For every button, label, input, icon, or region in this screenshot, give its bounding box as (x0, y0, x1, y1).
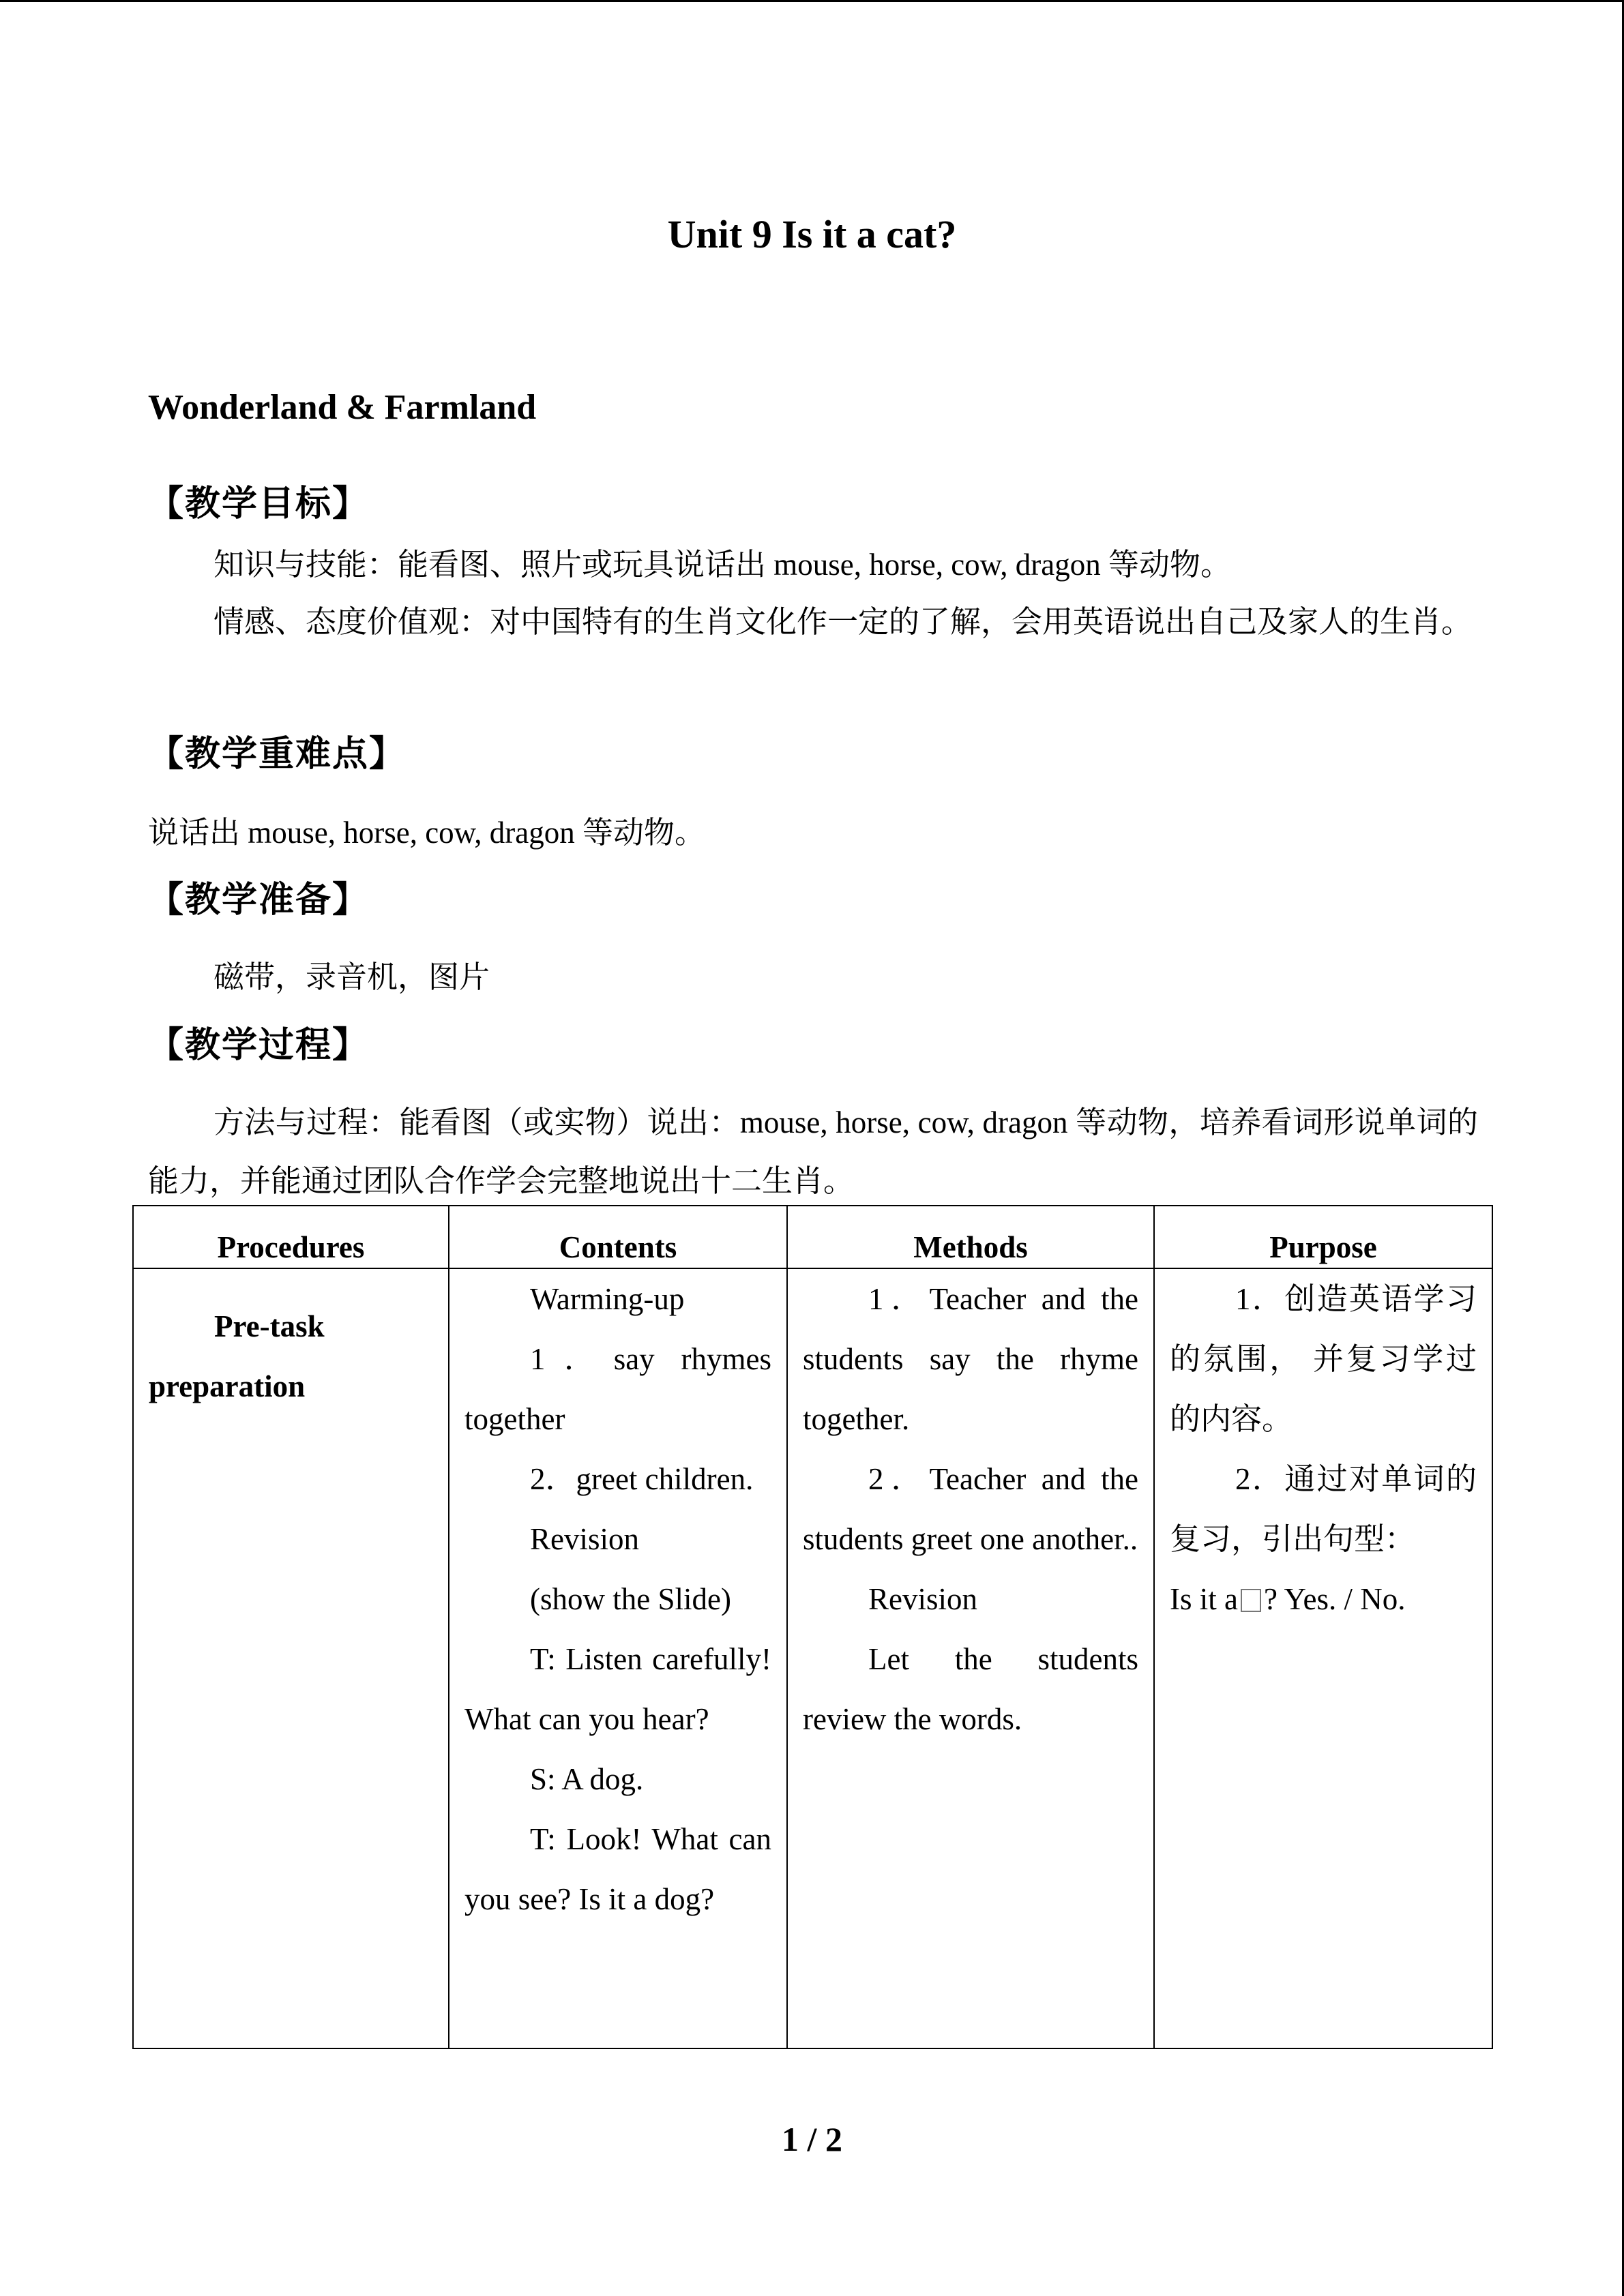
header-methods: Methods (787, 1206, 1154, 1268)
contents-line: T: Listen carefully! What can you hear? (464, 1642, 771, 1736)
stage-cell (133, 1268, 449, 2048)
heading-process: 【教学过程】 (148, 1026, 370, 1065)
blank-box-icon (1241, 1589, 1261, 1612)
table-header-row (133, 1206, 1492, 1268)
document-subtitle: Wonderland & Farmland (148, 388, 537, 427)
methods-line: Let the students review the words. (803, 1642, 1138, 1736)
contents-cell (449, 1268, 787, 2048)
contents-line: Revision (530, 1522, 640, 1556)
methods-line: Revision (868, 1582, 978, 1616)
table-row (133, 1268, 1492, 2048)
goals-emotion-values: 情感、态度价值观：对中国特有的生肖文化作一定的了解，会用英语说出自己及家人的生肖。 (213, 605, 1473, 639)
procedure-table (132, 1205, 1493, 2049)
purpose-question-start: Is it a (1170, 1582, 1238, 1616)
contents-line: S: A dog. (530, 1762, 644, 1796)
goals-knowledge-skills: 知识与技能：能看图、照片或玩具说话出 mouse, horse, cow, dragon 等动物。 (213, 548, 1231, 582)
stage-label: Pre-task preparation (149, 1309, 325, 1403)
contents-line: 2．greet children. (530, 1462, 754, 1496)
process-text: 方法与过程：能看图（或实物）说出：mouse, horse, cow, dragon 等动物，培养看词形说单词的能力，并能通过团队合作学会完整地说出十二生肖。 (148, 1105, 1478, 1198)
purpose-question (1170, 1569, 1477, 1629)
document-title: Unit 9 Is it a cat? (667, 212, 957, 256)
header-contents: Contents (449, 1206, 787, 1268)
methods-line: 2．Teacher and the students greet one another.. (803, 1462, 1138, 1556)
heading-teaching-goals: 【教学目标】 (148, 485, 370, 524)
page-number: 1 / 2 (782, 2120, 842, 2158)
contents-line: 1．say rhymes together (464, 1342, 771, 1436)
purpose-line: 1．创造英语学习的氛围， 并复习学过的内容。 (1170, 1282, 1477, 1436)
heading-key-points: 【教学重难点】 (148, 735, 407, 774)
contents-line: Warming-up (530, 1282, 685, 1316)
header-purpose: Purpose (1154, 1206, 1492, 1268)
methods-cell (787, 1268, 1154, 2048)
purpose-question-end: ? Yes. / No. (1263, 1582, 1406, 1616)
key-points-text: 说话出 mouse, horse, cow, dragon 等动物。 (148, 816, 705, 850)
methods-line: 1．Teacher and the students say the rhyme together. (803, 1282, 1138, 1436)
preparation-text: 磁带，录音机，图片 (213, 960, 490, 994)
header-procedures: Procedures (133, 1206, 449, 1268)
contents-line: (show the Slide) (530, 1582, 731, 1616)
purpose-cell (1154, 1268, 1492, 2048)
contents-line: T: Look! What can you see? Is it a dog? (464, 1822, 771, 1916)
purpose-line: 2．通过对单词的复习，引出句型： (1170, 1462, 1477, 1556)
heading-preparation: 【教学准备】 (148, 881, 370, 920)
